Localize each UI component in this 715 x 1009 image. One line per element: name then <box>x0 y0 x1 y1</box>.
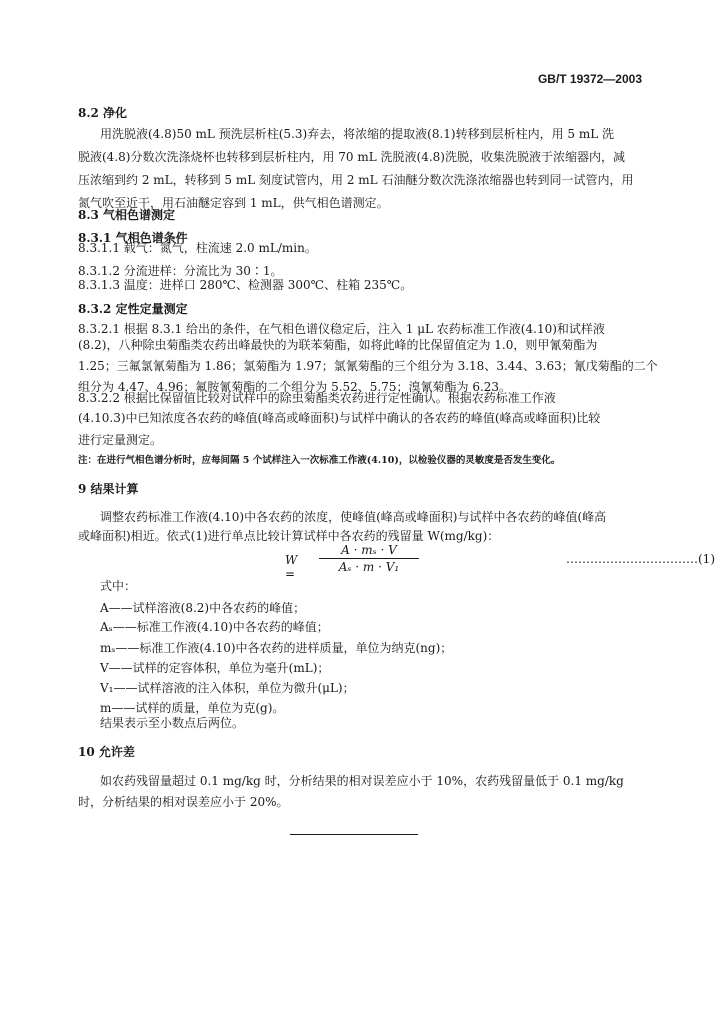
equation-number: ……………………………(1) <box>566 552 715 566</box>
heading-8-3: 8.3 气相色谱测定 <box>78 208 176 222</box>
s8322-line-3: 进行定量测定。 <box>78 433 163 447</box>
standard-number: GB/T 19372—2003 <box>537 72 642 86</box>
formula-denominator: Aₛ · m · V₁ <box>338 560 400 574</box>
def-V: V——试样的定容体积，单位为毫升(mL)； <box>100 661 330 675</box>
heading-8-3-1: 8.3.1 气相色谱条件 <box>78 231 188 245</box>
s10-line-1: 如农药残留量超过 0.1 mg/kg 时，分析结果的相对误差应小于 10%，农药残留量低于 0.1 mg/kg <box>100 774 624 788</box>
s82-line-2: 脱液(4.8)分数次洗涤烧杯也转移到层析柱内，用 70 mL 洗脱液(4.8)洗脱，收集洗脱液于浓缩器内，减 <box>78 150 625 164</box>
heading-8-2: 8.2 净化 <box>78 106 128 120</box>
s8321-line-2: (8.2)，八种除虫菊酯类农药出峰最快的为联苯菊酯，如将此峰的比保留值定为 1.0，则甲氰菊酯为 <box>78 338 598 352</box>
def-m: m——试样的质量，单位为克(g)。 <box>100 701 285 715</box>
formula-lhs: W = <box>285 553 298 581</box>
s8313: 8.3.1.3 温度：进样口 280℃、检测器 300℃、柱箱 235℃。 <box>78 278 413 292</box>
s8322-line-2: (4.10.3)中已知浓度各农药的峰值(峰高或峰面积)与试样中确认的各农药的峰值(峰高或峰面积)比较 <box>78 411 601 425</box>
s8312: 8.3.1.2 分流进样：分流比为 30∶1。 <box>78 264 283 278</box>
s8311: 8.3.1.1 载气：氮气，柱流速 2.0 mL/min。 <box>78 241 317 255</box>
heading-10: 10 允许差 <box>78 745 135 759</box>
def-V1: V₁——试样溶液的注入体积，单位为微升(μL)； <box>100 681 355 695</box>
s8322-line-1: 8.3.2.2 根据比保留值比较对试样中的除虫菊酯类农药进行定性确认。根据农药标准工作液 <box>78 391 556 405</box>
end-rule <box>290 834 418 835</box>
s82-line-3: 压浓缩到约 2 mL，转移到 5 mL 刻度试管内，用 2 mL 石油醚分数次洗涤浓缩器也转到同一试管内，用 <box>78 173 634 187</box>
s10-line-2: 时，分析结果的相对误差应小于 20%。 <box>78 795 289 809</box>
heading-8-3-2: 8.3.2 定性定量测定 <box>78 302 188 316</box>
def-ms: mₛ——标准工作液(4.10)中各农药的进样质量，单位为纳克(ng)； <box>100 641 453 655</box>
formula-fraction <box>319 543 419 574</box>
def-As: Aₛ——标准工作液(4.10)中各农药的峰值； <box>100 620 329 634</box>
s9-line-2: 或峰面积)相近。依式(1)进行单点比较计算试样中各农药的残留量 W(mg/kg)： <box>78 529 500 543</box>
result-precision: 结果表示至小数点后两位。 <box>100 716 245 730</box>
s82-line-4: 氮气吹至近干，用石油醚定容到 1 mL，供气相色谱测定。 <box>78 196 389 210</box>
note: 注：在进行气相色谱分析时，应每间隔 5 个试样注入一次标准工作液(4.10)，以检验仪器的灵敏度是否发生变化。 <box>78 455 561 466</box>
def-A: A——试样溶液(8.2)中各农药的峰值； <box>100 601 306 615</box>
s9-line-1: 调整农药标准工作液(4.10)中各农药的浓度，使峰值(峰高或峰面积)与试样中各农药的峰值(峰高 <box>100 510 607 524</box>
s82-line-1: 用洗脱液(4.8)50 mL 预洗层析柱(5.3)弃去，将浓缩的提取液(8.1)转移到层析柱内，用 5 mL 洗 <box>100 127 615 141</box>
s8321-line-3: 1.25；三氟氯氰菊酯为 1.86；氯菊酯为 1.97；氯氰菊酯的三个组分为 3.18、3.44、3.63；氰戊菊酯的二个 <box>78 359 658 373</box>
s8321-line-4: 组分为 4.47、4.96；氟胺氰菊酯的二个组分为 5.52、5.75；溴氰菊酯为 6.23。 <box>78 380 512 394</box>
def-intro: 式中： <box>100 579 137 593</box>
s8321-line-1: 8.3.2.1 根据 8.3.1 给出的条件，在气相色谱仪稳定后，注入 1 μL 农药标准工作液(4.10)和试样液 <box>78 322 605 336</box>
heading-9: 9 结果计算 <box>78 482 139 496</box>
formula-numerator: A · mₛ · V <box>319 543 419 559</box>
